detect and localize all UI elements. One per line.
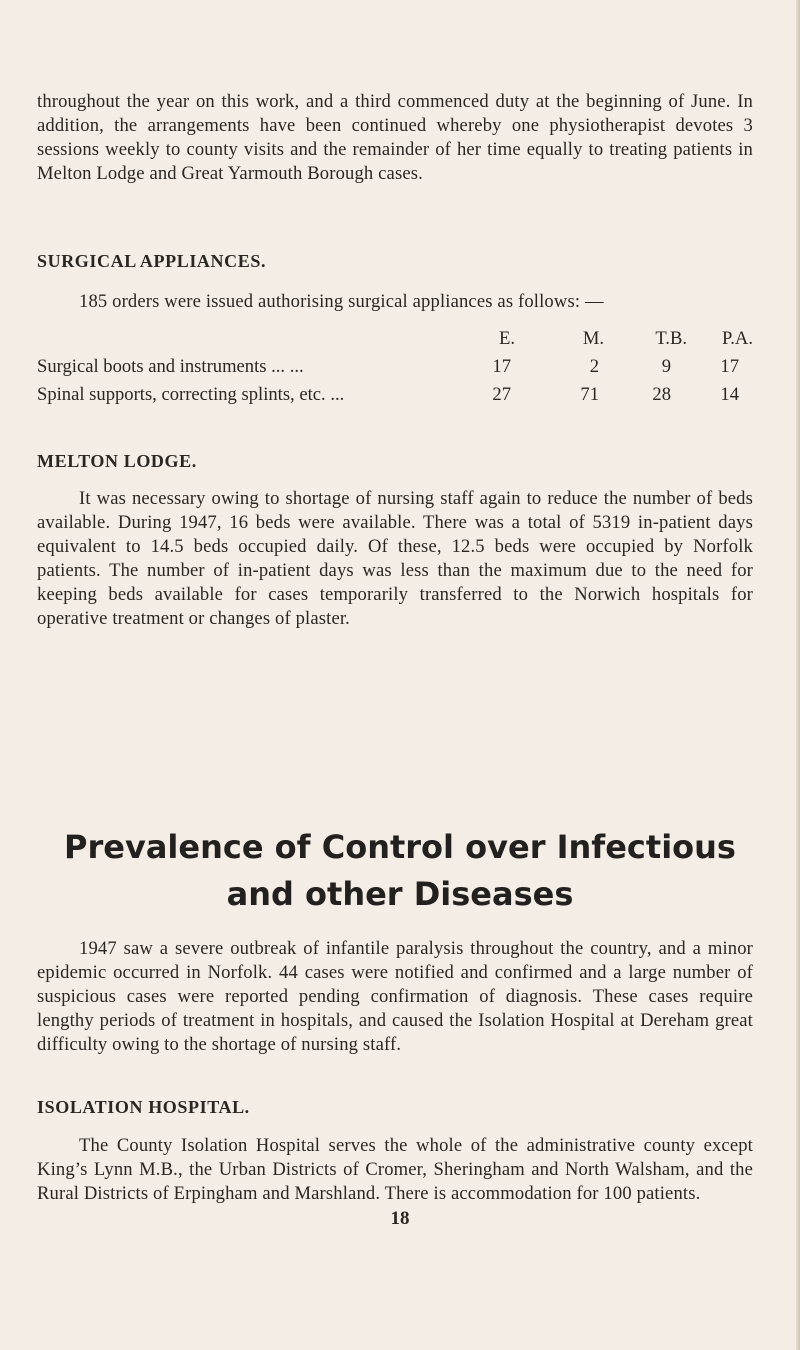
section-title-line1: Prevalence of Control over Infectious bbox=[64, 828, 736, 866]
surgical-intro: 185 orders were issued authorising surgical appliances as follows: — bbox=[79, 291, 604, 312]
table-cell: 17 bbox=[720, 356, 739, 377]
melton-lodge-paragraph: It was necessary owing to shortage of nursing staff again to reduce the number of beds available. During 1947, 16 beds were available. There was a total of 5319 in-patient days equivalent to 14.5 beds occupied daily. Of these, 12.5 beds were occupied by Norfolk patients. The number of in-patient days was less than the maximum due to the need for keeping beds available for cases temporarily transferred to the Norwich hospitals for operative treatment or changes of plaster. bbox=[37, 488, 753, 629]
intro-paragraph: throughout the year on this work, and a third commenced duty at the beginning of June. In addition, the arrangements have been continued whereby one physiotherapist devotes 3 sessions weekly to county visits and the remainder of her time equally to treating patients in Melton Lodge and Great Yarmouth Borough cases. bbox=[37, 91, 753, 184]
column-header: M. bbox=[582, 328, 604, 349]
table-cell: 9 bbox=[661, 356, 671, 377]
isolation-hospital-paragraph: The County Isolation Hospital serves the whole of the administrative county except King’s Lynn M.B., the Urban Districts of Cromer, Sheringham and North Walsham, and the Rural Districts of Erpingham and Marshland. There is accommodation for 100 patients. bbox=[37, 1135, 753, 1204]
surgical-appliances-heading: SURGICAL APPLIANCES. bbox=[37, 251, 267, 271]
isolation-hospital-heading: ISOLATION HOSPITAL. bbox=[37, 1097, 250, 1117]
section-title-line2: and other Diseases bbox=[226, 875, 574, 913]
table-cell: 17 bbox=[492, 356, 511, 377]
page-number: 18 bbox=[390, 1208, 410, 1229]
melton-lodge-heading: MELTON LODGE. bbox=[37, 451, 197, 471]
table-header-row bbox=[37, 325, 753, 353]
column-header: E. bbox=[498, 328, 515, 349]
table-cell: 2 bbox=[589, 356, 599, 377]
table-row bbox=[37, 381, 753, 409]
column-header: P.A. bbox=[721, 328, 753, 349]
table-cell: 28 bbox=[652, 384, 671, 405]
prevalence-paragraph: 1947 saw a severe outbreak of infantile paralysis throughout the country, and a minor epidemic occurred in Norfolk. 44 cases were notified and confirmed and a large number of suspicious cases were reported pending confirmation of diagnosis. These cases require lengthy periods of treatment in hospitals, and caused the Isolation Hospital at Dereham great difficulty owing to the shortage of nursing staff. bbox=[37, 938, 753, 1055]
page-edge-shadow bbox=[796, 0, 800, 1350]
column-header: T.B. bbox=[655, 328, 687, 349]
row-label: Spinal supports, correcting splints, etc. ... bbox=[37, 384, 345, 405]
table-row bbox=[37, 353, 753, 381]
table-cell: 27 bbox=[492, 384, 511, 405]
row-label: Surgical boots and instruments ... ... bbox=[37, 356, 304, 377]
appliances-table bbox=[37, 325, 753, 409]
table-cell: 14 bbox=[720, 384, 739, 405]
table-cell: 71 bbox=[580, 384, 599, 405]
